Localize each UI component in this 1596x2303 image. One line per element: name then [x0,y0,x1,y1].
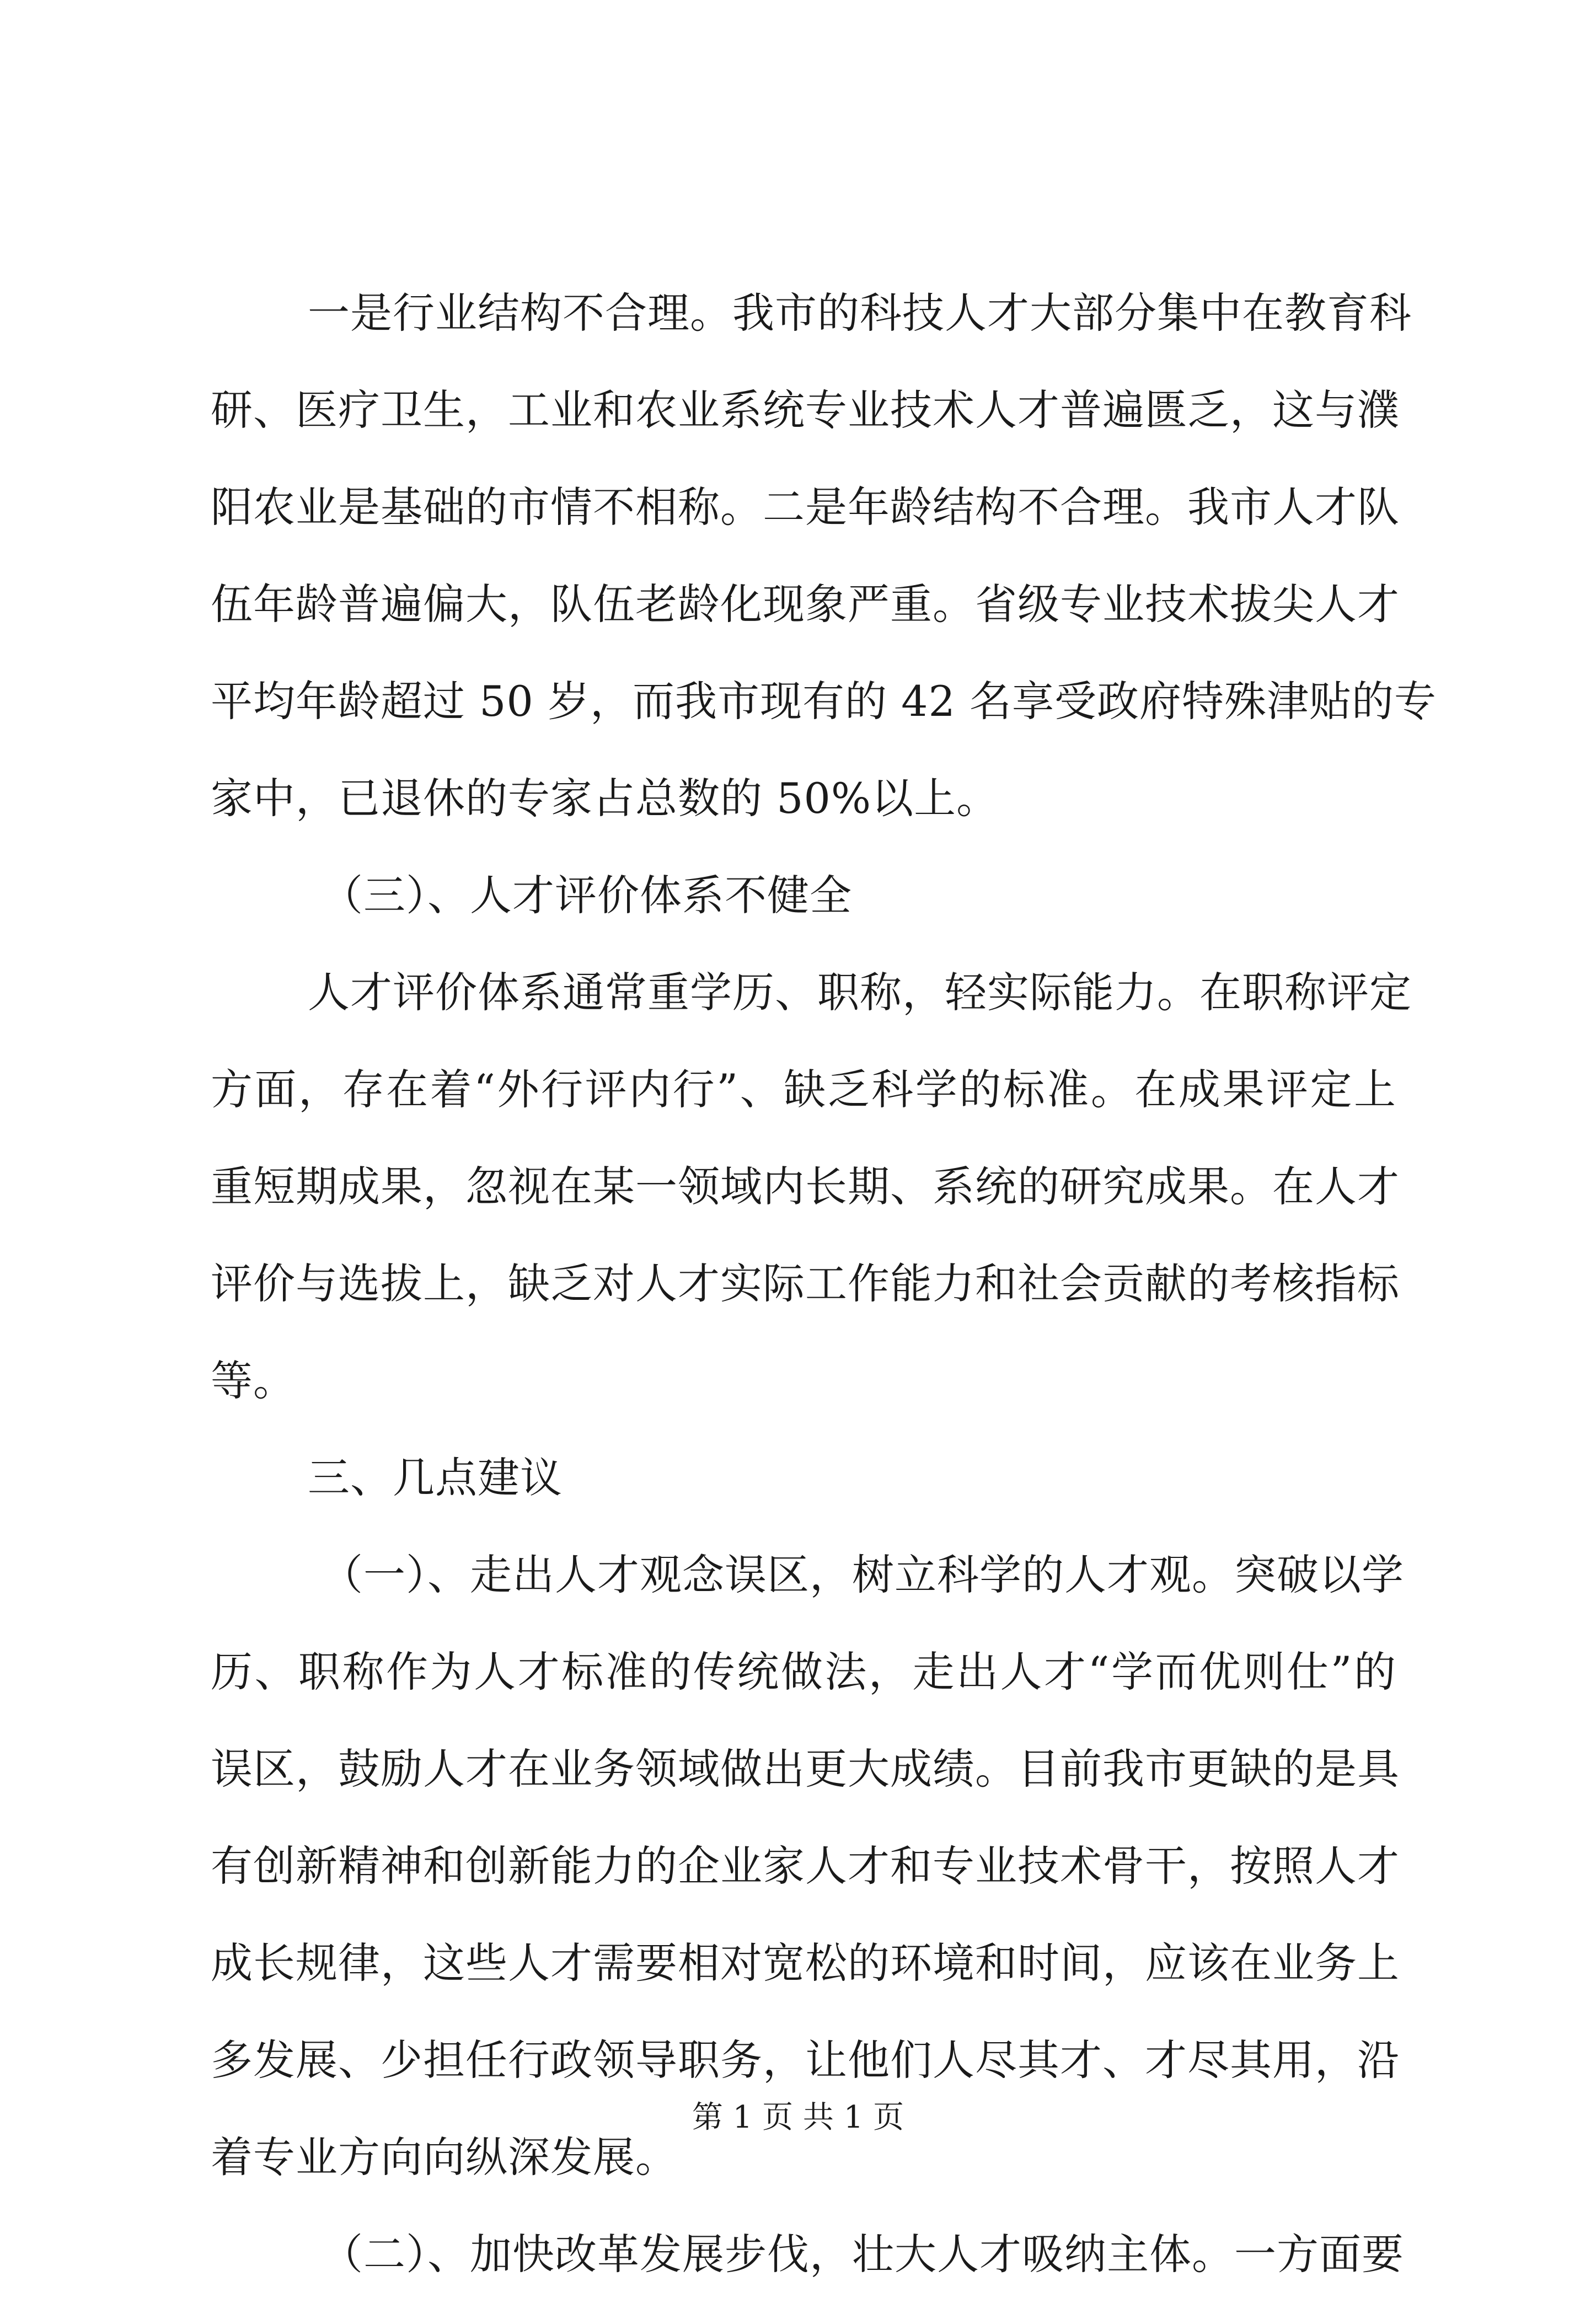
section-heading: 三、几点建议 [308,1453,563,1502]
paragraph-line: 人才评价体系通常重学历、职称，轻实际能力。在职称评定 [308,968,1412,1017]
section-heading: （三）、人才评价体系不健全 [321,871,852,920]
paragraph-line: 一是行业结构不合理。我市的科技人才大部分集中在教育科 [308,288,1412,338]
paragraph-line: 阳农业是基础的市情不相称。二是年龄结构不合理。我市人才队 [211,483,1400,532]
paragraph-line: 多发展、少担任行政领导职务，让他们人尽其才、才尽其用，沿 [211,2036,1400,2085]
paragraph-line: 着专业方向向纵深发展。 [211,2133,678,2182]
paragraph-line: 平均年龄超过 50 岁，而我市现有的 42 名享受政府特殊津贴的专 [211,677,1437,726]
paragraph-line: 家中，已退休的专家占总数的 50%以上。 [211,774,999,823]
paragraph-line: 等。 [211,1356,296,1405]
paragraph-line: 方面，存在着“外行评内行”、缺乏科学的标准。在成果评定上 [211,1065,1396,1114]
paragraph-line: 成长规律，这些人才需要相对宽松的环境和时间，应该在业务上 [211,1938,1400,1988]
paragraph-line: （二）、加快改革发展步伐，壮大人才吸纳主体。一方面要 [321,2230,1404,2279]
paragraph-line: 历、职称作为人才标准的传统做法，走出人才“学而优则仕”的 [211,1647,1396,1696]
paragraph-line: 伍年龄普遍偏大，队伍老龄化现象严重。省级专业技术拔尖人才 [211,580,1400,629]
paragraph-line: 重短期成果，忽视在某一领域内长期、系统的研究成果。在人才 [211,1162,1400,1211]
document-body [211,265,1437,2303]
paragraph-line: 评价与选拔上，缺乏对人才实际工作能力和社会贡献的考核指标 [211,1259,1400,1308]
page-footer: 第 1 页 共 1 页 [692,2100,904,2135]
paragraph-line: 有创新精神和创新能力的企业家人才和专业技术骨干，按照人才 [211,1841,1400,1890]
paragraph-line: （一）、走出人才观念误区，树立科学的人才观。突破以学 [321,1550,1404,1599]
paragraph-line: 研、医疗卫生，工业和农业系统专业技术人才普遍匮乏，这与濮 [211,385,1400,435]
paragraph-line: 误区，鼓励人才在业务领域做出更大成绩。目前我市更缺的是具 [211,1744,1400,1793]
